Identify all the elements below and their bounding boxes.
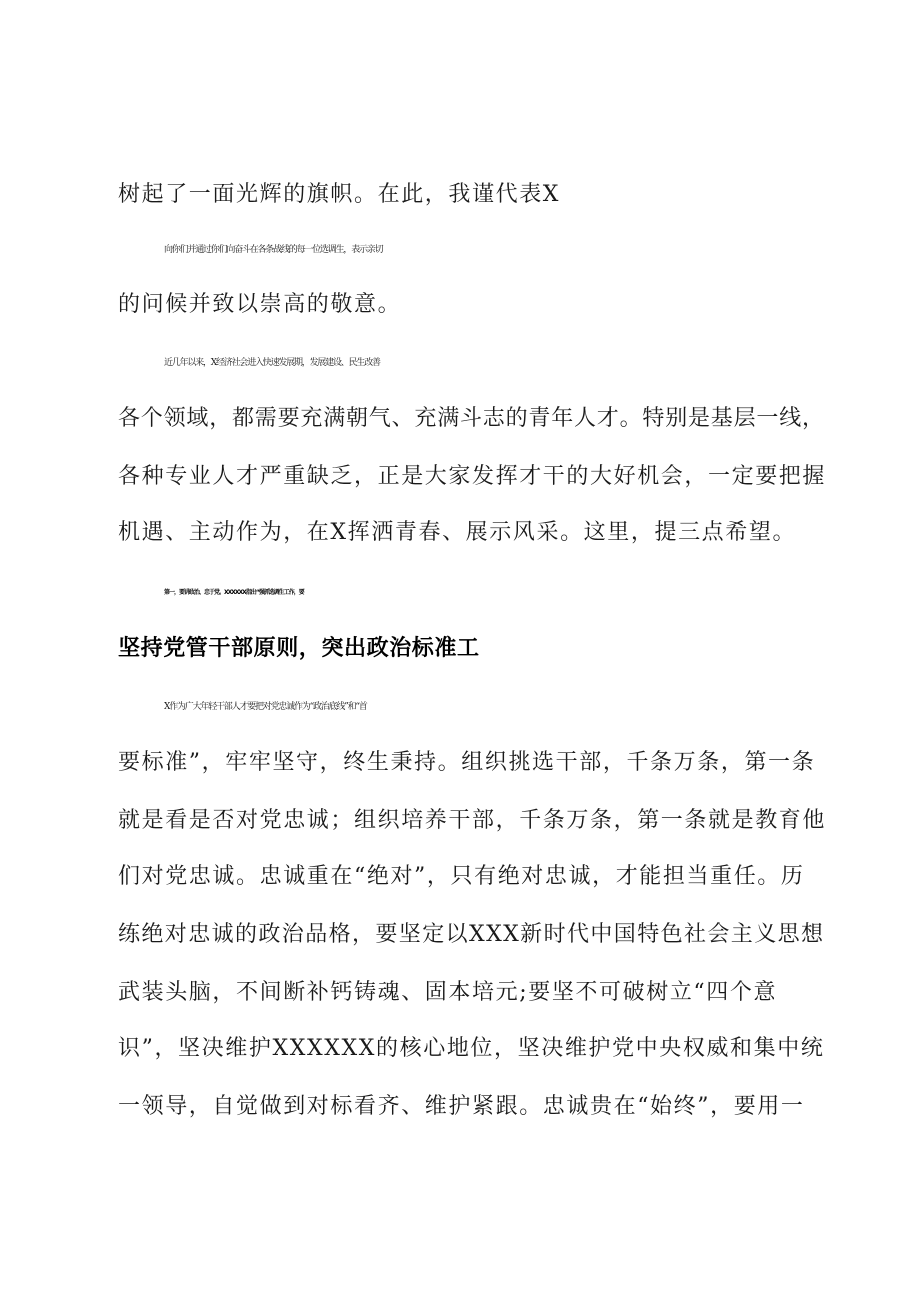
body-line: 的问候并致以崇高的敬意。 xyxy=(118,292,402,317)
body-line: 要标准”，牢牢坚守，终生秉持。组织挑选干部，千条万条，第一条 xyxy=(118,750,816,775)
body-line: 识”，坚决维护XXXXXX的核心地位，坚决维护党中央权威和集中统 xyxy=(118,1036,825,1061)
body-line: 树起了一面光辉的旗帜。在此，我谨代表X xyxy=(118,182,561,207)
section-heading-line: 坚持党管干部原则，突出政治标准工 xyxy=(118,636,480,661)
body-line: 就是看是否对党忠诚；组织培养干部，千条万条，第一条就是教育他 xyxy=(118,808,827,833)
section-heading-line: 第一，要讲政治、忠于党。XXXXXX指出“强抓选调生工作，要 xyxy=(164,589,304,596)
paragraph-start-line: 向你们并通过你们向奋斗在各条战线的每一位选调生，表示亲切 xyxy=(164,245,383,255)
paragraph-start-line: 近几年以来，X经济社会进入快速发展期，发展建设、民生改善 xyxy=(164,358,380,368)
body-line: 练绝对忠诚的政治品格，要坚定以XXX新时代中国特色社会主义思想 xyxy=(118,922,825,947)
paragraph-start-line: X作为广大年轻干部人才要把对党忠诚作为“政治底线”和“首 xyxy=(164,702,367,712)
body-line: 武装头脑，不间断补钙铸魂、固本培元;要坚不可破树立“四个意 xyxy=(118,980,778,1005)
body-line: 们对党忠诚。忠诚重在“绝对”，只有绝对忠诚，才能担当重任。历 xyxy=(118,864,805,889)
body-line: 机遇、主动作为，在X挥洒青春、展示风采。这里，提三点希望。 xyxy=(118,520,797,545)
body-line: 各个领域，都需要充满朝气、充满斗志的青年人才。特别是基层一线， xyxy=(118,406,825,431)
body-line: 各种专业人才严重缺乏，正是大家发挥才干的大好机会，一定要把握 xyxy=(118,464,827,489)
body-line: 一领导，自觉做到对标看齐、维护紧跟。忠诚贵在“始终”，要用一 xyxy=(118,1094,805,1119)
